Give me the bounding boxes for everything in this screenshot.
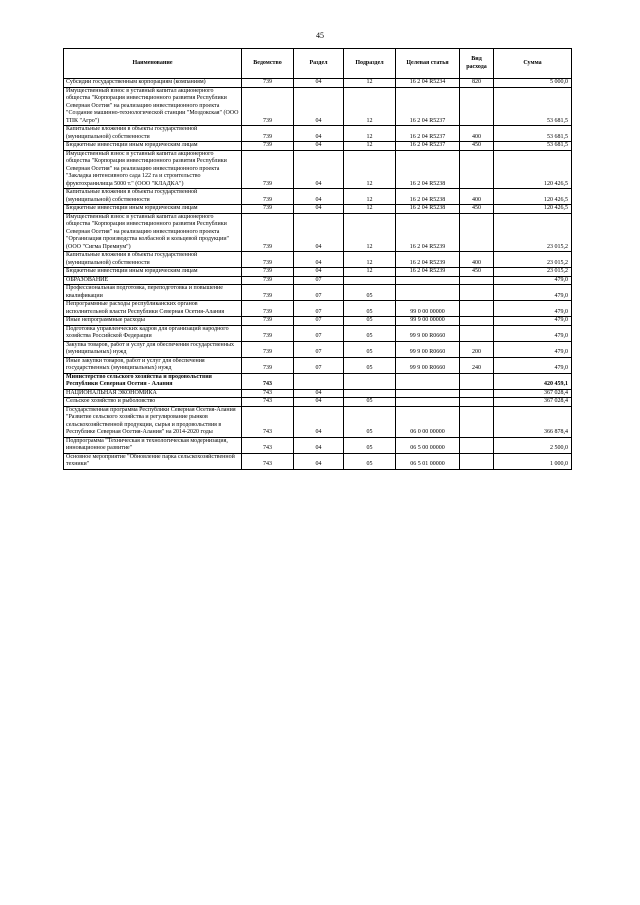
cell-target	[396, 389, 460, 398]
cell-target: 06 5 01 00000	[396, 453, 460, 469]
cell-target: 99 9 00 R0660	[396, 341, 460, 357]
table-row	[64, 301, 572, 317]
cell-subsection	[344, 373, 396, 389]
page-number: 45	[316, 31, 324, 40]
cell-subsection	[344, 389, 396, 398]
cell-subsection: 12	[344, 205, 396, 214]
cell-target: 99 9 00 00000	[396, 317, 460, 326]
cell-amount: 367 028,4	[494, 389, 572, 398]
cell-dept: 739	[242, 189, 294, 205]
budget-table	[63, 48, 572, 470]
cell-section: 04	[294, 437, 344, 453]
cell-dept: 739	[242, 213, 294, 252]
cell-name: Профессиональная подготовка, переподготовка и повышение квалификации	[64, 285, 242, 301]
cell-name: Иные закупки товаров, работ и услуг для обеспечения государственных (муниципальных) нужд	[64, 357, 242, 373]
cell-expense-type: 450	[460, 268, 494, 277]
cell-section: 04	[294, 150, 344, 189]
cell-section: 07	[294, 301, 344, 317]
cell-dept: 739	[242, 205, 294, 214]
cell-name: Подпрограмма "Техническая и технологическая модернизация, инновационное развитие"	[64, 437, 242, 453]
cell-expense-type	[460, 373, 494, 389]
cell-subsection: 12	[344, 87, 396, 126]
cell-amount: 420 459,1	[494, 373, 572, 389]
table-row	[64, 213, 572, 252]
cell-amount: 479,0	[494, 276, 572, 285]
cell-target	[396, 398, 460, 407]
table-row	[64, 357, 572, 373]
cell-expense-type: 240	[460, 357, 494, 373]
header-dept: Ведомство	[242, 49, 294, 79]
table-row	[64, 276, 572, 285]
cell-subsection: 12	[344, 126, 396, 142]
cell-subsection: 12	[344, 189, 396, 205]
cell-dept: 739	[242, 301, 294, 317]
cell-section: 07	[294, 285, 344, 301]
cell-amount: 53 681,5	[494, 126, 572, 142]
cell-subsection: 12	[344, 142, 396, 151]
cell-subsection: 05	[344, 317, 396, 326]
cell-target: 16 2 04 R5237	[396, 87, 460, 126]
cell-target: 16 2 04 R5238	[396, 150, 460, 189]
cell-subsection	[344, 276, 396, 285]
cell-expense-type: 450	[460, 205, 494, 214]
cell-amount: 479,0	[494, 301, 572, 317]
cell-expense-type	[460, 437, 494, 453]
cell-dept: 743	[242, 453, 294, 469]
cell-amount: 479,0	[494, 341, 572, 357]
cell-subsection: 05	[344, 453, 396, 469]
cell-amount: 1 000,0	[494, 453, 572, 469]
cell-name: Бюджетные инвестиции иным юридическим лицам	[64, 205, 242, 214]
table-row	[64, 398, 572, 407]
cell-expense-type	[460, 87, 494, 126]
cell-dept: 739	[242, 285, 294, 301]
cell-dept: 739	[242, 79, 294, 88]
cell-name: Министерство сельского хозяйства и продовольствия Республики Северная Осетия - Алания	[64, 373, 242, 389]
table-row	[64, 142, 572, 151]
cell-dept: 739	[242, 126, 294, 142]
cell-name: Бюджетные инвестиции иным юридическим лицам	[64, 142, 242, 151]
cell-expense-type: 400	[460, 252, 494, 268]
cell-subsection: 12	[344, 213, 396, 252]
cell-target: 06 5 00 00000	[396, 437, 460, 453]
cell-amount: 23 015,2	[494, 252, 572, 268]
cell-target: 16 2 04 R5238	[396, 189, 460, 205]
cell-name: Государственная программа Республики Северная Осетия-Алания "Развитие сельского хозяйства и регулирование рынков сельскохозяйственной продукции, сырья и продовольствия в Республике Северная Осетия-Алания" на 2014-2020 годы	[64, 406, 242, 437]
cell-expense-type	[460, 406, 494, 437]
cell-amount: 479,0	[494, 317, 572, 326]
cell-expense-type	[460, 150, 494, 189]
cell-expense-type	[460, 317, 494, 326]
cell-name: НАЦИОНАЛЬНАЯ ЭКОНОМИКА	[64, 389, 242, 398]
cell-target: 99 9 00 R0660	[396, 357, 460, 373]
table-row	[64, 389, 572, 398]
cell-dept: 743	[242, 437, 294, 453]
table-row	[64, 325, 572, 341]
cell-expense-type	[460, 389, 494, 398]
cell-expense-type: 400	[460, 189, 494, 205]
cell-subsection: 12	[344, 268, 396, 277]
header-section: Раздел	[294, 49, 344, 79]
cell-dept: 743	[242, 389, 294, 398]
cell-target: 16 2 04 R5234	[396, 79, 460, 88]
cell-subsection: 05	[344, 285, 396, 301]
cell-section: 04	[294, 398, 344, 407]
cell-target: 16 2 04 R5239	[396, 213, 460, 252]
table-row	[64, 406, 572, 437]
cell-section: 07	[294, 276, 344, 285]
cell-target: 16 2 04 R5239	[396, 268, 460, 277]
cell-subsection: 12	[344, 150, 396, 189]
cell-section: 07	[294, 317, 344, 326]
cell-dept: 739	[242, 341, 294, 357]
cell-section: 04	[294, 406, 344, 437]
table-row	[64, 189, 572, 205]
table-row	[64, 252, 572, 268]
cell-subsection: 05	[344, 437, 396, 453]
cell-name: Имущественный взнос в уставный капитал акционерного общества "Корпорация инвестиционного развития Республики Северная Осетия" на реализацию инвестиционного проекта "Создание машинно-технологической станции "Моздокская" (ООО ТПК "Агро")	[64, 87, 242, 126]
cell-expense-type	[460, 398, 494, 407]
table-row	[64, 453, 572, 469]
cell-section: 07	[294, 325, 344, 341]
cell-subsection: 05	[344, 301, 396, 317]
cell-target: 16 2 04 R5237	[396, 126, 460, 142]
cell-expense-type	[460, 453, 494, 469]
table-row	[64, 285, 572, 301]
cell-section: 04	[294, 126, 344, 142]
cell-subsection: 12	[344, 79, 396, 88]
cell-name: Иные непрограммные расходы	[64, 317, 242, 326]
cell-subsection: 05	[344, 357, 396, 373]
cell-name: Подготовка управленческих кадров для организаций народного хозяйства Российской Федерации	[64, 325, 242, 341]
cell-target	[396, 285, 460, 301]
cell-section: 04	[294, 87, 344, 126]
cell-dept: 739	[242, 142, 294, 151]
cell-dept: 743	[242, 406, 294, 437]
cell-subsection: 05	[344, 341, 396, 357]
header-name: Наименование	[64, 49, 242, 79]
cell-expense-type	[460, 285, 494, 301]
header-amount: Сумма	[494, 49, 572, 79]
cell-target: 99 0 00 00000	[396, 301, 460, 317]
cell-amount: 2 500,0	[494, 437, 572, 453]
cell-section: 04	[294, 453, 344, 469]
cell-dept: 743	[242, 398, 294, 407]
cell-amount: 53 681,5	[494, 87, 572, 126]
cell-expense-type: 400	[460, 126, 494, 142]
cell-section: 04	[294, 213, 344, 252]
cell-dept: 739	[242, 252, 294, 268]
cell-expense-type: 450	[460, 142, 494, 151]
table-body	[64, 79, 572, 470]
cell-section	[294, 373, 344, 389]
cell-subsection: 05	[344, 398, 396, 407]
cell-section: 04	[294, 252, 344, 268]
table-row	[64, 150, 572, 189]
cell-section: 07	[294, 357, 344, 373]
header-expense-type: Вид расхода	[460, 49, 494, 79]
cell-name: Капитальные вложения в объекты государственной (муниципальной) собственности	[64, 189, 242, 205]
cell-expense-type: 200	[460, 341, 494, 357]
cell-amount: 120 426,5	[494, 150, 572, 189]
cell-amount: 367 028,4	[494, 398, 572, 407]
cell-target: 16 2 04 R5237	[396, 142, 460, 151]
cell-amount: 23 015,2	[494, 213, 572, 252]
cell-amount: 120 426,5	[494, 189, 572, 205]
cell-amount: 120 426,5	[494, 205, 572, 214]
cell-section: 04	[294, 268, 344, 277]
cell-dept: 739	[242, 357, 294, 373]
cell-amount: 53 681,5	[494, 142, 572, 151]
cell-name: Капитальные вложения в объекты государственной (муниципальной) собственности	[64, 126, 242, 142]
cell-dept: 739	[242, 317, 294, 326]
cell-name: ОБРАЗОВАНИЕ	[64, 276, 242, 285]
table-row	[64, 317, 572, 326]
table-row	[64, 79, 572, 88]
cell-amount: 479,0	[494, 285, 572, 301]
cell-name: Сельское хозяйство и рыболовство	[64, 398, 242, 407]
cell-dept: 739	[242, 150, 294, 189]
cell-target	[396, 276, 460, 285]
cell-name: Имущественный взнос в уставный капитал акционерного общества "Корпорация инвестиционного развития Республики Северная Осетия" на реализацию инвестиционного проекта "Организация производства колбасной и кольцевой продукции" (ООО "Сигма Премиум")	[64, 213, 242, 252]
cell-expense-type	[460, 301, 494, 317]
table-row	[64, 87, 572, 126]
cell-target: 06 0 00 00000	[396, 406, 460, 437]
cell-section: 07	[294, 341, 344, 357]
cell-expense-type	[460, 276, 494, 285]
cell-name: Капитальные вложения в объекты государственной (муниципальной) собственности	[64, 252, 242, 268]
cell-dept: 743	[242, 373, 294, 389]
cell-amount: 5 000,0	[494, 79, 572, 88]
table-header-row	[64, 49, 572, 79]
table-row	[64, 126, 572, 142]
table-row	[64, 205, 572, 214]
table-row	[64, 373, 572, 389]
cell-expense-type: 820	[460, 79, 494, 88]
cell-subsection: 05	[344, 406, 396, 437]
cell-subsection: 12	[344, 252, 396, 268]
cell-section: 04	[294, 142, 344, 151]
cell-section: 04	[294, 79, 344, 88]
header-target: Целевая статья	[396, 49, 460, 79]
cell-name: Имущественный взнос в уставный капитал акционерного общества "Корпорация инвестиционного развития Республики Северная Осетия" на реализацию инвестиционного проекта "Закладка интенсивного сада 122 га и строительство фруктохранилища 5000 т." (ООО "КЛАДКА")	[64, 150, 242, 189]
cell-section: 04	[294, 389, 344, 398]
cell-section: 04	[294, 189, 344, 205]
cell-expense-type	[460, 213, 494, 252]
cell-dept: 739	[242, 268, 294, 277]
cell-target	[396, 373, 460, 389]
cell-amount: 479,0	[494, 325, 572, 341]
cell-dept: 739	[242, 325, 294, 341]
cell-dept: 739	[242, 87, 294, 126]
header-subsection: Подраздел	[344, 49, 396, 79]
cell-target: 16 2 04 R5239	[396, 252, 460, 268]
table-row	[64, 268, 572, 277]
cell-name: Основное мероприятие "Обновление парка сельскохозяйственной техники"	[64, 453, 242, 469]
cell-name: Бюджетные инвестиции иным юридическим лицам	[64, 268, 242, 277]
cell-section: 04	[294, 205, 344, 214]
cell-amount: 23 015,2	[494, 268, 572, 277]
table-row	[64, 341, 572, 357]
cell-name: Субсидии государственным корпорациям (компаниям)	[64, 79, 242, 88]
cell-dept: 739	[242, 276, 294, 285]
cell-target: 16 2 04 R5238	[396, 205, 460, 214]
cell-subsection: 05	[344, 325, 396, 341]
cell-name: Закупка товаров, работ и услуг для обеспечения государственных (муниципальных) нужд	[64, 341, 242, 357]
cell-amount: 366 878,4	[494, 406, 572, 437]
cell-expense-type	[460, 325, 494, 341]
table-row	[64, 437, 572, 453]
cell-name: Непрограммные расходы республиканских органов исполнительной власти Республики Северная Осетия-Алания	[64, 301, 242, 317]
cell-amount: 479,0	[494, 357, 572, 373]
cell-target: 99 9 00 R0660	[396, 325, 460, 341]
